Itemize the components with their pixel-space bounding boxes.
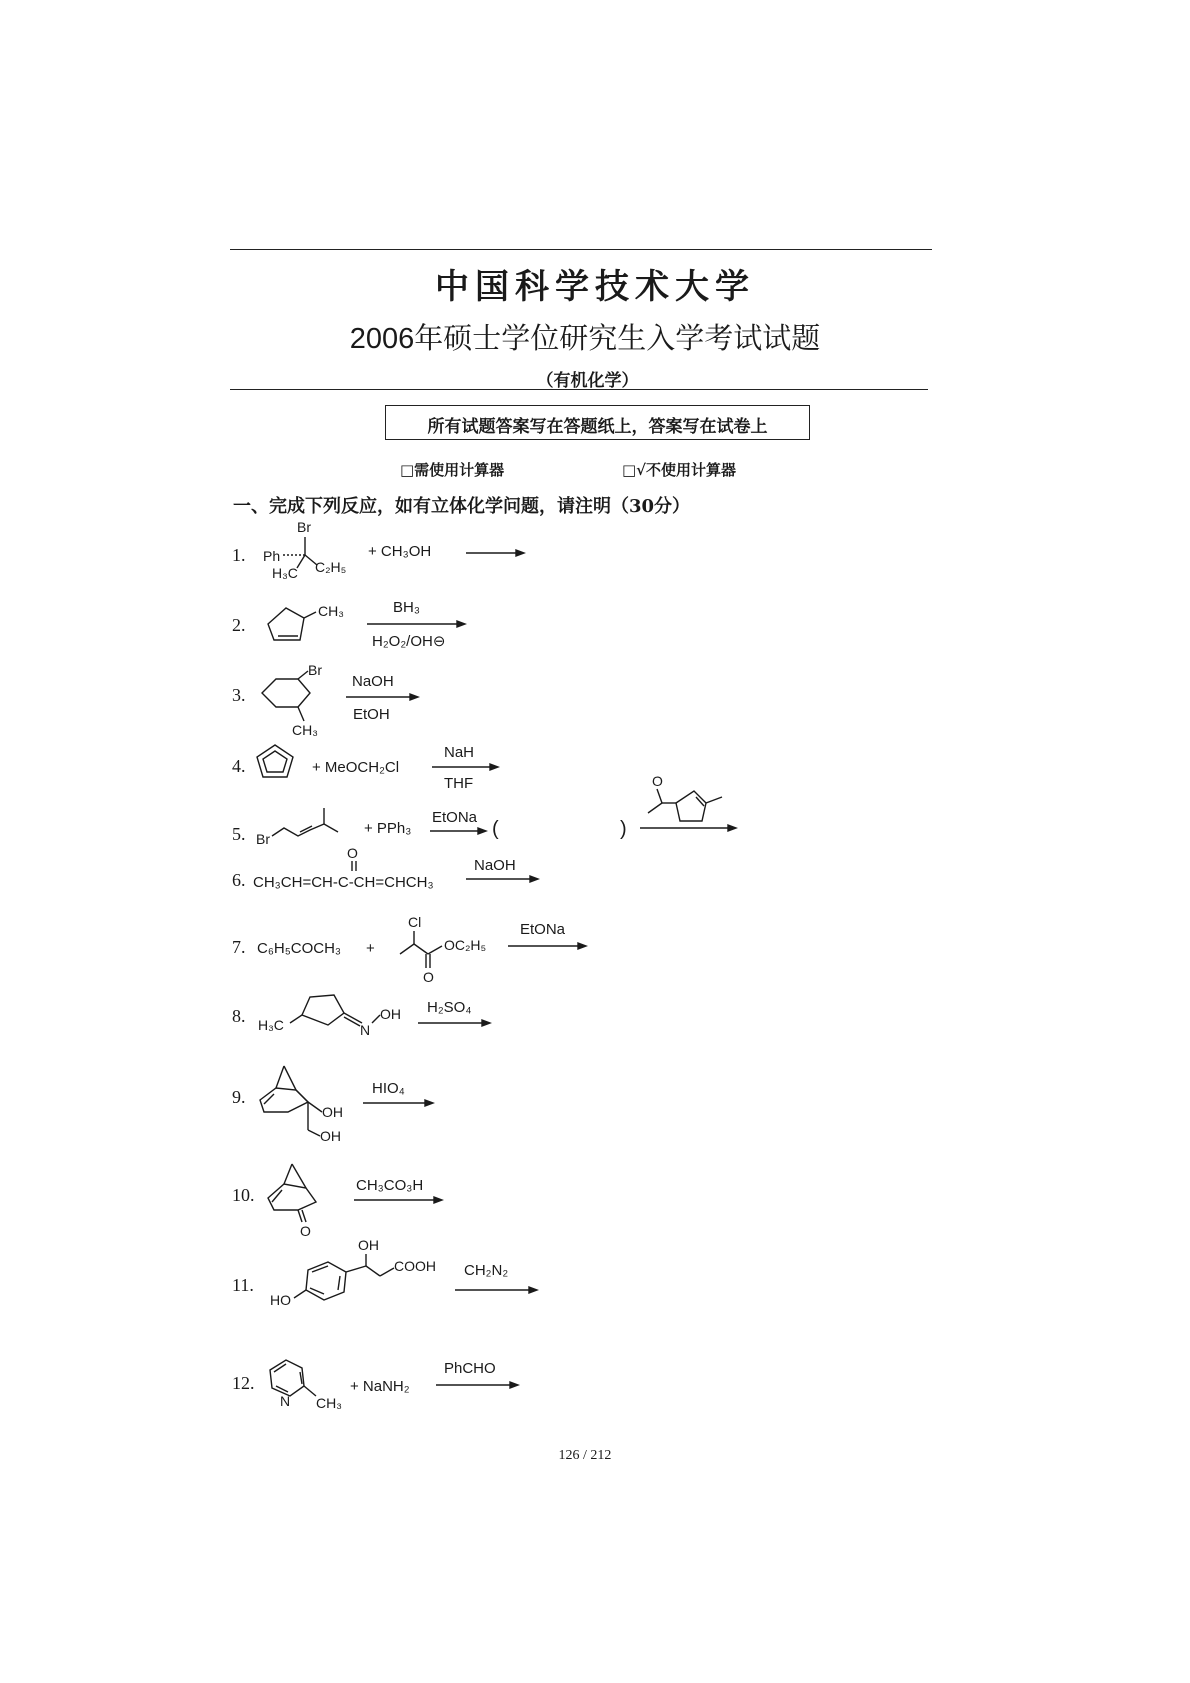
problem-2-structure bbox=[258, 596, 358, 646]
problem-5-number: 5. bbox=[232, 824, 246, 844]
problem-2-number: 2. bbox=[232, 615, 246, 635]
svg-text:H₃C: H₃C bbox=[258, 1017, 284, 1033]
problem-4-number: 4. bbox=[232, 756, 246, 776]
problem-6-arrow bbox=[466, 874, 541, 884]
problem-1-reagent: + CH₃OH bbox=[368, 543, 432, 560]
svg-text:Br: Br bbox=[308, 662, 322, 678]
problem-9-arrow bbox=[363, 1098, 435, 1108]
problem-10-number: 10. bbox=[232, 1185, 255, 1205]
subject-label: （有机化学） bbox=[536, 371, 639, 391]
problem-6-carbonyl bbox=[345, 846, 365, 874]
svg-text:OH: OH bbox=[320, 1128, 341, 1144]
notice-box bbox=[385, 405, 810, 440]
svg-text:Br: Br bbox=[297, 519, 311, 535]
university-title: 中国科学技术大学 bbox=[435, 267, 755, 307]
svg-text:CH₃: CH₃ bbox=[316, 1395, 342, 1411]
header-bottom-rule bbox=[230, 389, 928, 390]
problem-2-reagent-above: BH₃ bbox=[393, 599, 420, 616]
notice-text: 所有试题答案写在答题纸上，答案写在试卷上 bbox=[427, 417, 768, 437]
problem-3-reagent-below: EtOH bbox=[353, 706, 390, 723]
problem-1-number: 1. bbox=[232, 545, 246, 565]
problem-12-reagent-above: PhCHO bbox=[444, 1360, 496, 1377]
problem-9-reagent-above: HIO₄ bbox=[372, 1080, 405, 1097]
problem-10-reagent-above: CH₃CO₃H bbox=[356, 1177, 424, 1194]
page-number: 126 / 212 bbox=[558, 1448, 612, 1463]
problem-5-arrow-2 bbox=[640, 823, 740, 833]
problem-4-reagent-above: NaH bbox=[444, 744, 475, 761]
problem-3-reagent-above: NaOH bbox=[352, 673, 394, 690]
svg-text:H₃C: H₃C bbox=[272, 565, 298, 581]
problem-9-number: 9. bbox=[232, 1087, 246, 1107]
svg-text:COOH: COOH bbox=[394, 1258, 436, 1274]
problem-5-paren-close: ) bbox=[620, 818, 627, 840]
top-rule bbox=[230, 249, 932, 250]
svg-text:O: O bbox=[423, 969, 434, 985]
calculator-option-not-required: □√不使用计算器 bbox=[622, 461, 737, 479]
problem-3-structure bbox=[258, 663, 348, 738]
exam-title: 2006年硕士学位研究生入学考试试题 bbox=[349, 323, 821, 355]
svg-text:O: O bbox=[652, 773, 663, 789]
problem-8-reagent-above: H₂SO₄ bbox=[427, 999, 472, 1016]
problem-6-formula: CH₃CH=CH-C-CH=CHCH₃ bbox=[253, 874, 434, 891]
svg-text:O: O bbox=[300, 1223, 311, 1239]
problem-5-enone-structure bbox=[640, 773, 740, 828]
svg-text:OC₂H₅: OC₂H₅ bbox=[444, 937, 487, 953]
problem-12-structure bbox=[262, 1350, 362, 1415]
problem-1-structure bbox=[255, 515, 370, 585]
svg-text:OH: OH bbox=[358, 1237, 379, 1253]
svg-text:CH₃: CH₃ bbox=[318, 603, 344, 619]
problem-11-number: 11. bbox=[232, 1275, 254, 1295]
problem-10-structure bbox=[262, 1160, 342, 1240]
problem-4-reagent: + MeOCH₂Cl bbox=[312, 759, 400, 776]
svg-text:OH: OH bbox=[380, 1006, 401, 1022]
problem-7-formula: C₆H₅COCH₃ bbox=[257, 940, 342, 957]
problem-5-arrow bbox=[430, 826, 490, 836]
problem-9-structure bbox=[254, 1060, 364, 1150]
svg-text:Cl: Cl bbox=[408, 914, 422, 930]
problem-10-arrow bbox=[354, 1195, 444, 1205]
problem-3-number: 3. bbox=[232, 685, 246, 705]
svg-text:Br: Br bbox=[256, 831, 270, 847]
svg-text:CH₃: CH₃ bbox=[292, 722, 318, 738]
problem-5-paren-open: ( bbox=[492, 818, 499, 840]
svg-text:C₂H₅: C₂H₅ bbox=[315, 559, 347, 575]
problem-8-number: 8. bbox=[232, 1006, 246, 1026]
problem-4-arrow bbox=[432, 762, 502, 772]
problem-7-reagent: + bbox=[366, 940, 375, 957]
svg-text:N: N bbox=[280, 1393, 291, 1409]
svg-text:HO: HO bbox=[270, 1292, 291, 1308]
problem-1-arrow bbox=[466, 548, 526, 558]
problem-7-arrow bbox=[508, 941, 588, 951]
problem-5-reagent-above: EtONa bbox=[432, 809, 478, 826]
problem-11-reagent-above: CH₂N₂ bbox=[464, 1262, 509, 1279]
svg-text:O: O bbox=[347, 845, 358, 861]
problem-7-structure bbox=[390, 910, 510, 985]
problem-12-reagent: + NaNH₂ bbox=[350, 1378, 410, 1395]
problem-7-reagent-above: EtONa bbox=[520, 921, 566, 938]
problem-4-reagent-below: THF bbox=[444, 775, 474, 792]
problem-2-arrow bbox=[367, 619, 467, 629]
problem-7-number: 7. bbox=[232, 937, 246, 957]
svg-text:N: N bbox=[360, 1022, 371, 1038]
svg-text:OH: OH bbox=[322, 1104, 343, 1120]
problem-6-number: 6. bbox=[232, 870, 246, 890]
problem-8-arrow bbox=[418, 1018, 493, 1028]
problem-4-structure bbox=[251, 741, 301, 781]
problem-3-arrow bbox=[346, 692, 421, 702]
problem-8-structure bbox=[256, 985, 416, 1038]
calculator-option-required: □需使用计算器 bbox=[400, 461, 505, 479]
problem-12-number: 12. bbox=[232, 1373, 255, 1393]
svg-text:Ph: Ph bbox=[263, 548, 281, 564]
problem-11-structure bbox=[266, 1232, 456, 1312]
problem-6-reagent-above: NaOH bbox=[474, 857, 516, 874]
problem-5-structure bbox=[254, 800, 354, 850]
problem-2-reagent-below: H₂O₂/OH⊖ bbox=[372, 633, 446, 650]
problem-12-arrow bbox=[436, 1380, 521, 1390]
problem-11-arrow bbox=[455, 1285, 540, 1295]
problem-5-reagent: + PPh₃ bbox=[364, 820, 412, 837]
section-title: 一、完成下列反应，如有立体化学问题，请注明（30分） bbox=[233, 496, 691, 517]
